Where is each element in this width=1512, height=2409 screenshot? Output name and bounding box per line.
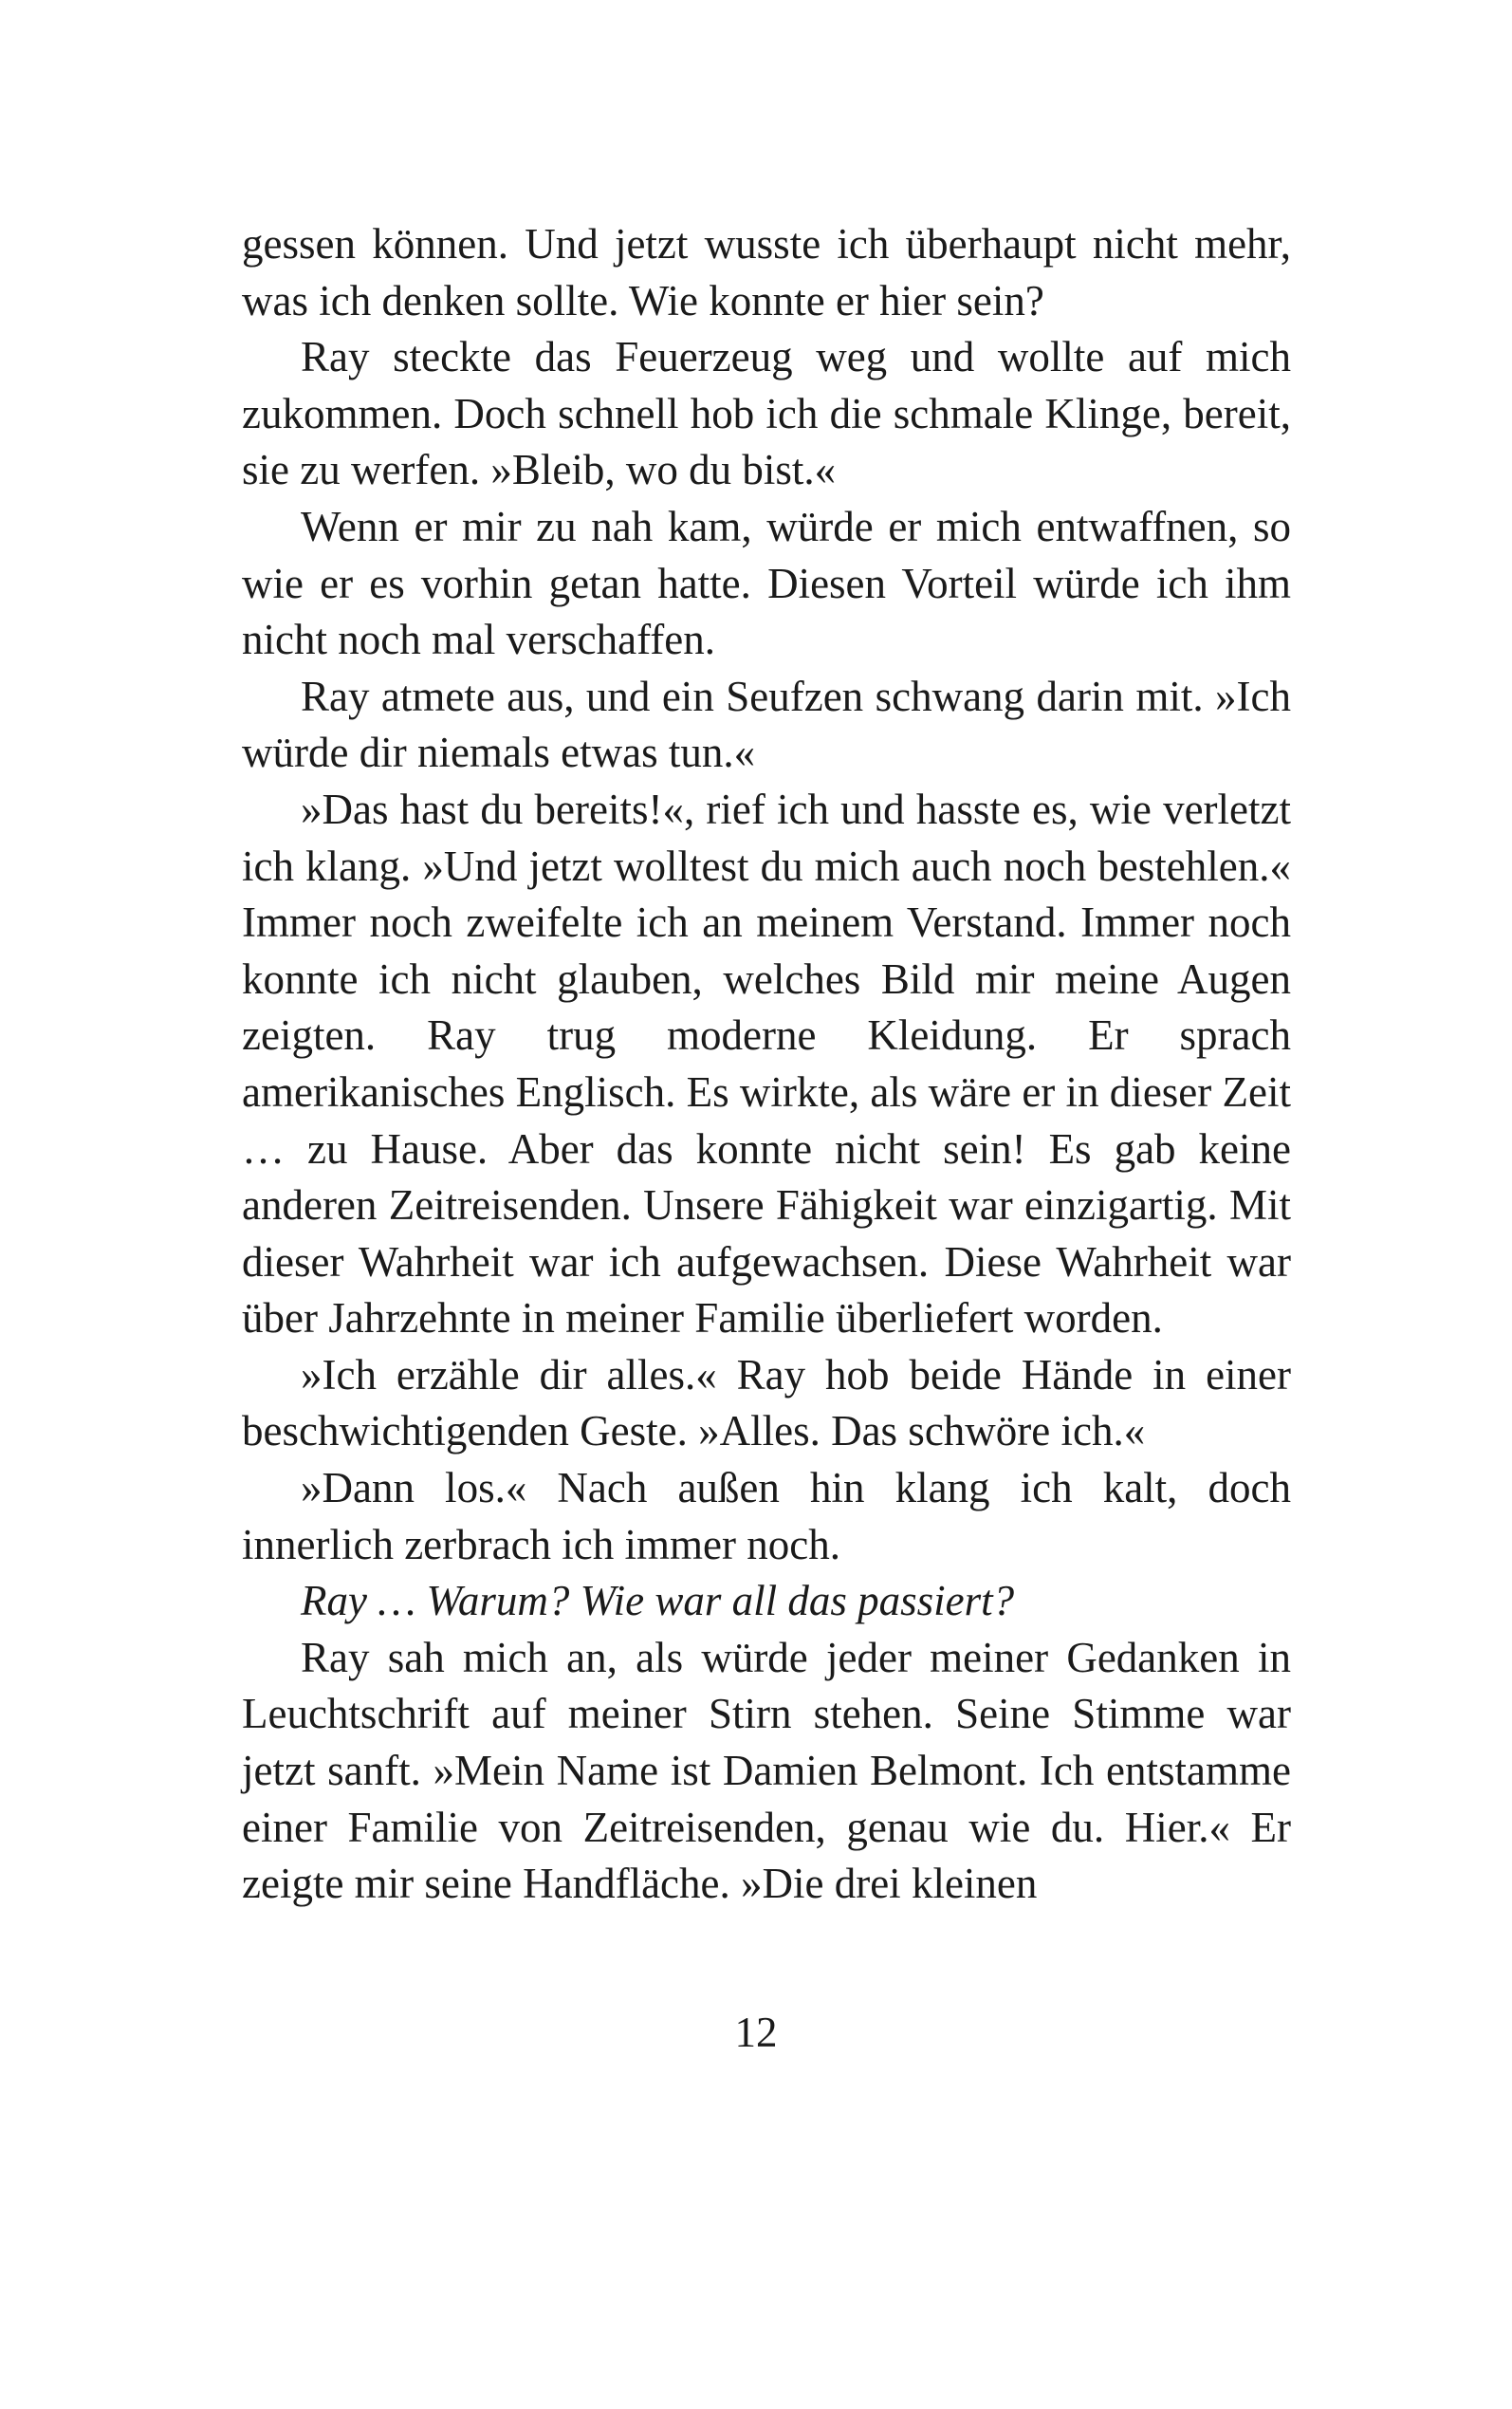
- paragraph-9: Ray sah mich an, als würde jeder meiner Gedanken in Leuchtschrift auf meiner Stirn stehen. Seine Stimme war jetzt sanft. »Mein Name ist Damien Belmont. Ich entstamme einer Familie von Zeitreisenden, genau wie du. Hier.« Er zeigte mir seine Handfläche. »Die drei kleinen: [242, 1633, 1291, 1908]
- paragraph-3: Wenn er mir zu nah kam, würde er mich entwaffnen, so wie er es vorhin getan hatte. Diesen Vorteil würde ich ihm nicht noch mal verschaffen.: [242, 502, 1291, 664]
- body-text: [242, 216, 1291, 1913]
- paragraph-5: »Das hast du bereits!«, rief ich und hasste es, wie verletzt ich klang. »Und jetzt wolltest du mich auch noch bestehlen.« Immer noch zweifelte ich an meinem Verstand. Immer noch konnte ich nicht glauben, welches Bild mir meine Augen zeigten. Ray trug moderne Kleidung. Er sprach amerikanisches Englisch. Es wirkte, als wäre er in dieser Zeit … zu Hause. Aber das konnte nicht sein! Es gab keine anderen Zeitreisenden. Unsere Fähigkeit war einzigartig. Mit dieser Wahrheit war ich aufgewachsen. Diese Wahrheit war über Jahrzehnte in meiner Familie überliefert worden.: [242, 785, 1291, 1343]
- paragraph-6: »Ich erzähle dir alles.« Ray hob beide Hände in einer beschwichtigenden Geste. »Alles. Das schwöre ich.«: [242, 1350, 1291, 1455]
- page-number: 12: [734, 2009, 778, 2056]
- paragraph-7: »Dann los.« Nach außen hin klang ich kalt, doch innerlich zerbrach ich immer noch.: [242, 1464, 1291, 1568]
- paragraph-2: Ray steckte das Feuerzeug weg und wollte auf mich zukommen. Doch schnell hob ich die schmale Klinge, bereit, sie zu werfen. »Bleib, wo du bist.«: [242, 333, 1291, 494]
- paragraph-8-italic-thought: Ray … Warum? Wie war all das passiert?: [301, 1577, 1015, 1625]
- paragraph-4: Ray atmete aus, und ein Seufzen schwang darin mit. »Ich würde dir niemals etwas tun.«: [242, 672, 1291, 777]
- paragraph-1: gessen können. Und jetzt wusste ich überhaupt nicht mehr, was ich denken sollte. Wie konnte er hier sein?: [242, 220, 1291, 324]
